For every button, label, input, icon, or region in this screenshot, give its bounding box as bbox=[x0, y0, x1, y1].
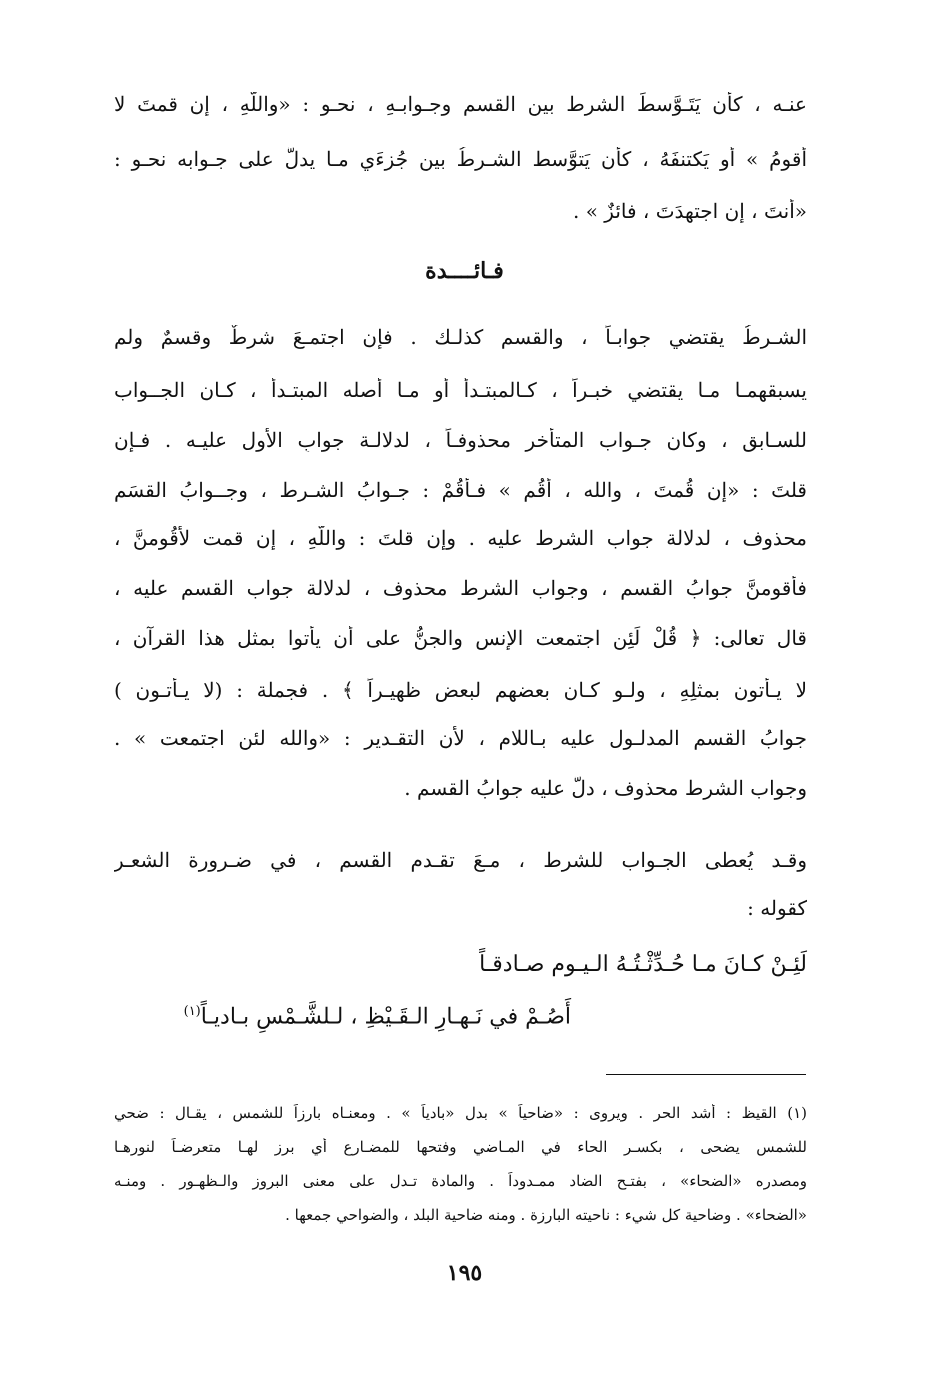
text-line: للسـابق ، وكان جـواب المتأخر محذوفـاً ، لدلالـة جوابِ الأول عليـه . فـإن bbox=[114, 428, 807, 452]
footnote-line: ومصدره «الضحاء» ، بفتـح الضاد ممـدوداً . والمادة تـدل على معنى البروز والـظهـور . ومنـه bbox=[114, 1172, 807, 1190]
text-line: وجواب الشرط محذوف ، دلَّ عليه جوابُ القسم . bbox=[404, 776, 807, 800]
text-line: عنـه ، كأن يَتَـوَّسطَ الشرط بين القسم وجـوابـهِ ، نحـو : «واللّهِ ، إن قمتَ لا bbox=[114, 92, 807, 116]
text-line: الشـرطُ يقتضي جوابـاً ، والقسم كذلـك . فإن اجتمـعَ شرطٌ وقسمٌ ولم bbox=[114, 325, 807, 349]
verse-line-1: لَئِـنْ كـانَ مـا حُـدِّثْـتُـهُ الـيـوم صـادقـاً bbox=[479, 952, 807, 977]
footnote-line: للشمس يضحى ، بكسـر الحاء في المـاضي وفتحها للمضـارع أي برز لهـا متعرضـاً لنورهـا bbox=[114, 1138, 807, 1156]
verse-line-2-text: أَصُـمْ في نَـهـارِ الـقَـيْظِ ، لـلشَّـمْسِ بـاديـاً bbox=[200, 1004, 571, 1030]
footnote-line: (١) القيظ : أشد الحر . ويروى : «ضاحياً » بدل «بادياً » . ومعنـاه بارزاً للشمس ، يقـال : ضحي bbox=[114, 1104, 807, 1122]
text-line: قال تعالى: ﴿ قُلْ لَئِنِ اجتمعت الإنس والجنُّ على أن يأتوا بمثلِ هذا القرآن ، bbox=[114, 626, 807, 650]
text-line: جوابُ القسمِ المدلـولِ عليه بـاللام ، لأن التقـدير : «والله لئن اجتمعت » . bbox=[114, 726, 807, 750]
section-heading: فـائــــدة bbox=[425, 258, 504, 284]
text-line: أقومُ » أو يَكتنفَهُ ، كأن يَتوَّسط الشـرطُ بين جُزءَيِ مـا يدلُّ على جـوابه نحـو : bbox=[114, 147, 807, 171]
footnote-line: «الضحاء» . وضاحية كل شيء : ناحيته البارزة . ومنه ضاحية البلد ، والضواحي جمعها . bbox=[285, 1206, 807, 1224]
footnote-marker: (١) bbox=[183, 1004, 201, 1019]
text-line: قلتَ : «إن قُمتَ ، والله ، أقُم » فـأقُمْ : جـوابُ الشـرط ، وجــوابُ القسَم bbox=[114, 478, 807, 502]
text-line: يسبقهمـا مـا يقتضي خبـراً ، كـالمبتـدأ أو مـا أصله المبتـدأ ، كـان الجــواب bbox=[114, 378, 807, 402]
footnote-divider bbox=[606, 1074, 806, 1075]
page-number: ١٩٥ bbox=[446, 1260, 483, 1286]
text-line: «أَنتَ ، إن اجتهدَتَ ، فائزٌ » . bbox=[572, 199, 807, 223]
verse-line-2 bbox=[184, 1004, 571, 1029]
text-line: فأقومنَّ جوابُ القسم ، وجواب الشرط محذوف ، لدلالة جواب القسم عليه ، bbox=[114, 576, 807, 600]
text-line: كقوله : bbox=[747, 896, 807, 920]
text-line: محذوف ، لدلالة جواب الشرط عليه . وإن قلتَ : واللّهِ ، إن قمت لأَقُومنَّ ، bbox=[114, 526, 807, 550]
text-line: لا يـأتون بمثلِهِ ، ولـو كـان بعضهم لبعض ظهيـراً ﴾ . فجملة : (لا يـأتـون ) bbox=[114, 678, 807, 702]
text-line: وقـد يُعطى الجـواب للشرط ، مـعَ تقـدمِ القسم ، في ضـرورة الشعـر bbox=[114, 848, 807, 872]
